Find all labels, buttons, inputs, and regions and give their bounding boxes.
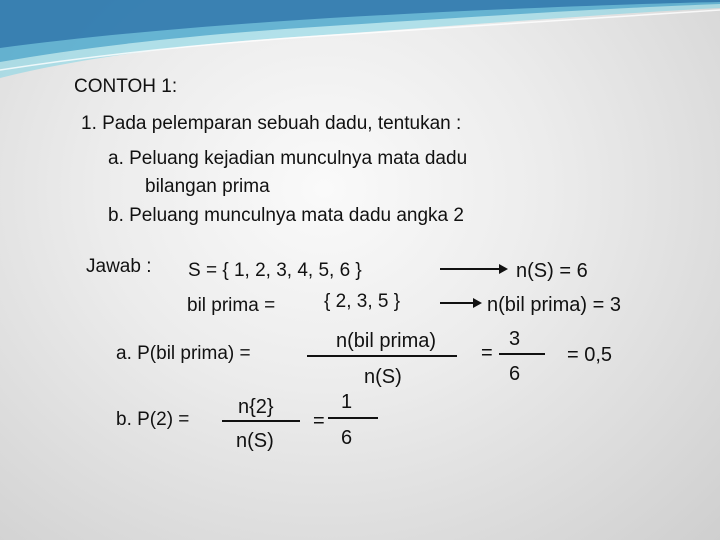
fraction-bar xyxy=(328,417,378,419)
n-prime-value: n(bil prima) = 3 xyxy=(487,294,621,316)
arrow-right-icon xyxy=(440,302,480,304)
equals-sign: = xyxy=(481,342,493,364)
jawab-label: Jawab : xyxy=(86,256,152,277)
n-s-value: n(S) = 6 xyxy=(516,260,588,282)
fraction-bar xyxy=(307,355,457,357)
part-a-frac2-denominator: 6 xyxy=(509,363,521,385)
question-text: 1. Pada pelemparan sebuah dadu, tentukan : xyxy=(81,113,462,134)
item-a-line2: bilangan prima xyxy=(145,176,270,197)
part-b-frac1-numerator: n{2} xyxy=(238,396,274,418)
part-a-result: = 0,5 xyxy=(567,344,613,366)
fraction-bar xyxy=(499,353,545,355)
sample-space: S = { 1, 2, 3, 4, 5, 6 } xyxy=(188,260,362,281)
part-b-frac2-denominator: 6 xyxy=(341,427,353,449)
arrow-right-icon xyxy=(440,268,506,270)
item-b-text: b. Peluang munculnya mata dadu angka 2 xyxy=(108,205,464,226)
item-a-line1: a. Peluang kejadian munculnya mata dadu xyxy=(108,148,468,169)
slide-title: CONTOH 1: xyxy=(74,76,178,97)
part-a-frac2-numerator: 3 xyxy=(509,328,521,350)
part-b-frac1-denominator: n(S) xyxy=(236,430,274,452)
part-b-label: b. P(2) = xyxy=(116,409,190,430)
part-b-frac2-numerator: 1 xyxy=(341,391,353,413)
fraction-bar xyxy=(222,420,300,422)
part-a-label: a. P(bil prima) = xyxy=(116,343,251,364)
equals-sign: = xyxy=(313,410,325,432)
part-a-frac1-denominator: n(S) xyxy=(364,366,402,388)
prime-set: { 2, 3, 5 } xyxy=(324,291,401,312)
prime-label: bil prima = xyxy=(187,295,276,316)
part-a-frac1-numerator: n(bil prima) xyxy=(336,330,437,352)
